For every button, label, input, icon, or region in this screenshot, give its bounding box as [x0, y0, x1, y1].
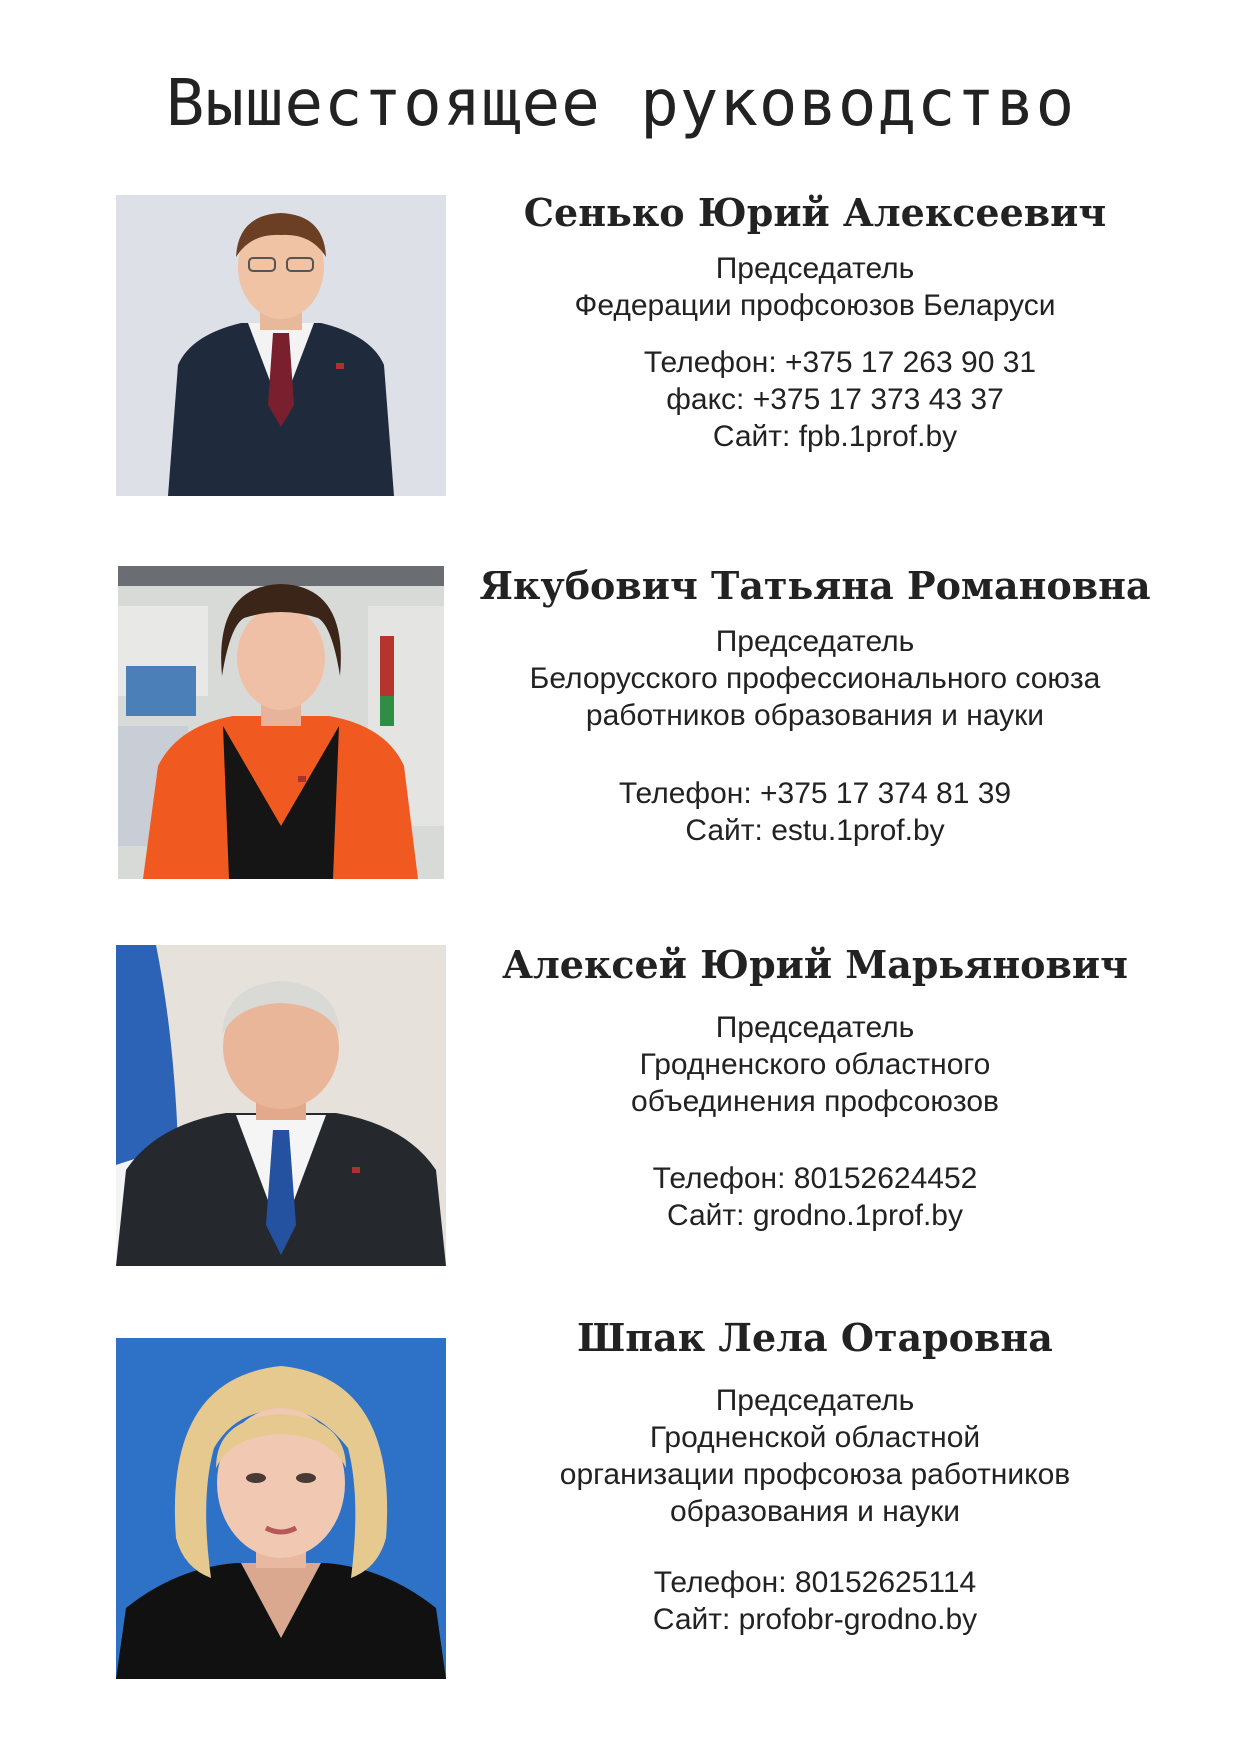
leader-info: [455, 942, 1175, 1234]
position-line: Федерации профсоюзов Беларуси: [574, 289, 1056, 322]
position-line: Председатель: [715, 1384, 915, 1417]
position-line: образования и науки: [669, 1495, 961, 1528]
phone-text: Телефон: +375 17 263 90 31: [643, 346, 1037, 379]
website-text: Сайт: profobr-grodno.by: [652, 1603, 978, 1636]
position-line: работников образования и науки: [585, 699, 1045, 732]
leader-contacts: [455, 1160, 1175, 1234]
leader-contacts: [455, 344, 1175, 455]
position-line: организации профсоюза работников: [559, 1458, 1071, 1491]
leader-name: Шпак Лела Отаровна: [577, 1315, 1053, 1360]
website-text: Сайт: grodno.1prof.by: [666, 1199, 963, 1232]
website-text: Сайт: estu.1prof.by: [685, 814, 945, 847]
position-line: объединения профсоюзов: [631, 1085, 999, 1118]
position-line: Гродненской областной: [649, 1421, 981, 1454]
leader-name: Якубович Татьяна Романовна: [479, 563, 1151, 608]
position-line: Председатель: [715, 1011, 915, 1044]
phone-text: Телефон: +375 17 374 81 39: [618, 777, 1012, 810]
leader-info: [455, 563, 1175, 849]
position-line: Белорусского профессионального союза: [529, 662, 1101, 695]
leader-contacts: [455, 775, 1175, 849]
website-text: Сайт: fpb.1prof.by: [712, 420, 958, 453]
portrait-photo: [118, 566, 444, 879]
leader-info: [455, 190, 1175, 455]
phone-text: Телефон: 80152625114: [653, 1566, 977, 1599]
leader-name: Сенько Юрий Алексеевич: [523, 190, 1107, 235]
portrait-photo: [116, 195, 446, 496]
fax-text: факс: +375 17 373 43 37: [666, 383, 1004, 416]
portrait-photo: [116, 945, 446, 1266]
leader-position: [455, 1009, 1175, 1120]
portrait-photo: [116, 1338, 446, 1679]
page-title: Вышестоящее руководство: [165, 67, 1076, 141]
leader-position: [455, 1382, 1175, 1530]
position-line: Председатель: [715, 252, 915, 285]
phone-text: Телефон: 80152624452: [652, 1162, 978, 1195]
leader-name: Алексей Юрий Марьянович: [502, 942, 1128, 987]
position-line: Гродненского областного: [639, 1048, 991, 1081]
position-line: Председатель: [715, 625, 915, 658]
leader-position: [455, 250, 1175, 324]
leader-contacts: [455, 1564, 1175, 1638]
leader-position: [455, 623, 1175, 734]
leader-info: [455, 1315, 1175, 1638]
